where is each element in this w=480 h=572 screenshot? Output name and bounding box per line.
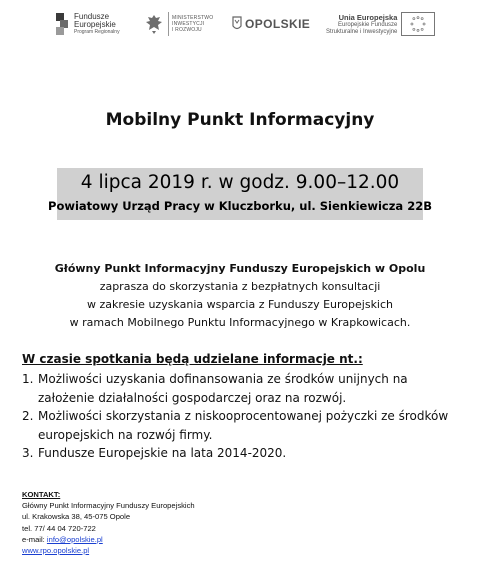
email-label: e-mail:	[22, 534, 47, 544]
ministry-line1: MINISTERSTWO	[172, 15, 214, 21]
invitation-line: w zakresie uzyskania wsparcia z Funduszy Europejskich	[86, 298, 394, 311]
contact-heading: KONTAKT:	[22, 490, 61, 499]
invitation-lead: Główny Punkt Informacyjny Funduszy Europejskich w Opolu	[54, 262, 426, 275]
ministry-divider	[168, 12, 169, 36]
contact-email-row	[22, 534, 322, 545]
info-heading: W czasie spotkania będą udzielane informacje nt.:	[22, 352, 363, 366]
invitation-block	[0, 260, 480, 332]
opolskie-logo	[232, 6, 310, 42]
invitation-line: zaprasza do skorzystania z bezpłatnych konsultacji	[99, 280, 381, 293]
contact-address: ul. Krakowska 38, 45-075 Opole	[22, 512, 131, 522]
ministry-logo	[144, 6, 213, 42]
info-section	[22, 352, 466, 463]
invitation-line: w ramach Mobilnego Punktu Informacyjnego w Krapkowicach.	[69, 316, 411, 329]
email-link[interactable]: info@opolskie.pl	[46, 534, 103, 544]
list-item-number: 3.	[22, 446, 34, 460]
list-item-number: 2.	[22, 409, 34, 423]
contact-website-row	[22, 545, 322, 556]
eu-logo-text	[326, 13, 397, 35]
fe-line3: Program Regionalny	[74, 28, 120, 35]
eu-flag-icon	[401, 12, 435, 36]
list-item	[22, 370, 466, 407]
fe-line2: Europejskie	[74, 19, 116, 29]
eu-logo	[326, 6, 435, 42]
website-link[interactable]: www.rpo.opolskie.pl	[22, 546, 90, 556]
list-item-number: 1.	[22, 372, 34, 386]
ministry-line3: I ROZWOJU	[172, 27, 202, 33]
event-venue: Powiatowy Urząd Pracy w Kluczborku, ul. Sienkiewicza 22B	[48, 199, 432, 213]
list-item-text: Możliwości skorzystania z niskooprocentowanej pożyczki ze środków europejskich na rozwój firmy.	[38, 409, 449, 442]
list-item	[22, 407, 466, 444]
list-item-text: Możliwości uzyskania dofinansowania ze środków unijnych na założenie działalności gospodarczej oraz na rozwój.	[38, 372, 408, 405]
eu-line3: Strukturalne i Inwestycyjne	[326, 28, 398, 35]
region-emblem-icon	[232, 16, 242, 32]
contact-org: Główny Punkt Informacyjny Funduszy Europejskich	[22, 501, 195, 511]
list-item-text: Fundusze Europejskie na lata 2014-2020.	[38, 446, 287, 460]
event-date: 4 lipca 2019 r. w godz. 9.00–12.00	[80, 172, 400, 193]
logo-strip	[56, 6, 436, 42]
eagle-emblem-icon	[144, 13, 164, 35]
eu-line1: Unia Europejska	[338, 13, 398, 22]
info-list	[22, 370, 466, 463]
ministry-line2: INWESTYCJI	[172, 21, 205, 27]
contact-block	[22, 489, 322, 556]
list-item	[22, 444, 466, 463]
contact-phone: tel. 77/ 44 04 720-722	[22, 523, 96, 533]
fe-line1: Fundusze	[74, 11, 110, 21]
opolskie-text: OPOLSKIE	[245, 17, 311, 31]
fe-mark-icon	[56, 13, 70, 35]
ministry-logo-text	[172, 15, 213, 33]
fe-logo-text	[74, 13, 120, 36]
page-title: Mobilny Punkt Informacyjny	[105, 110, 375, 130]
fundusze-europejskie-logo	[56, 6, 120, 42]
eu-line2: Europejskie Fundusze	[338, 22, 398, 28]
